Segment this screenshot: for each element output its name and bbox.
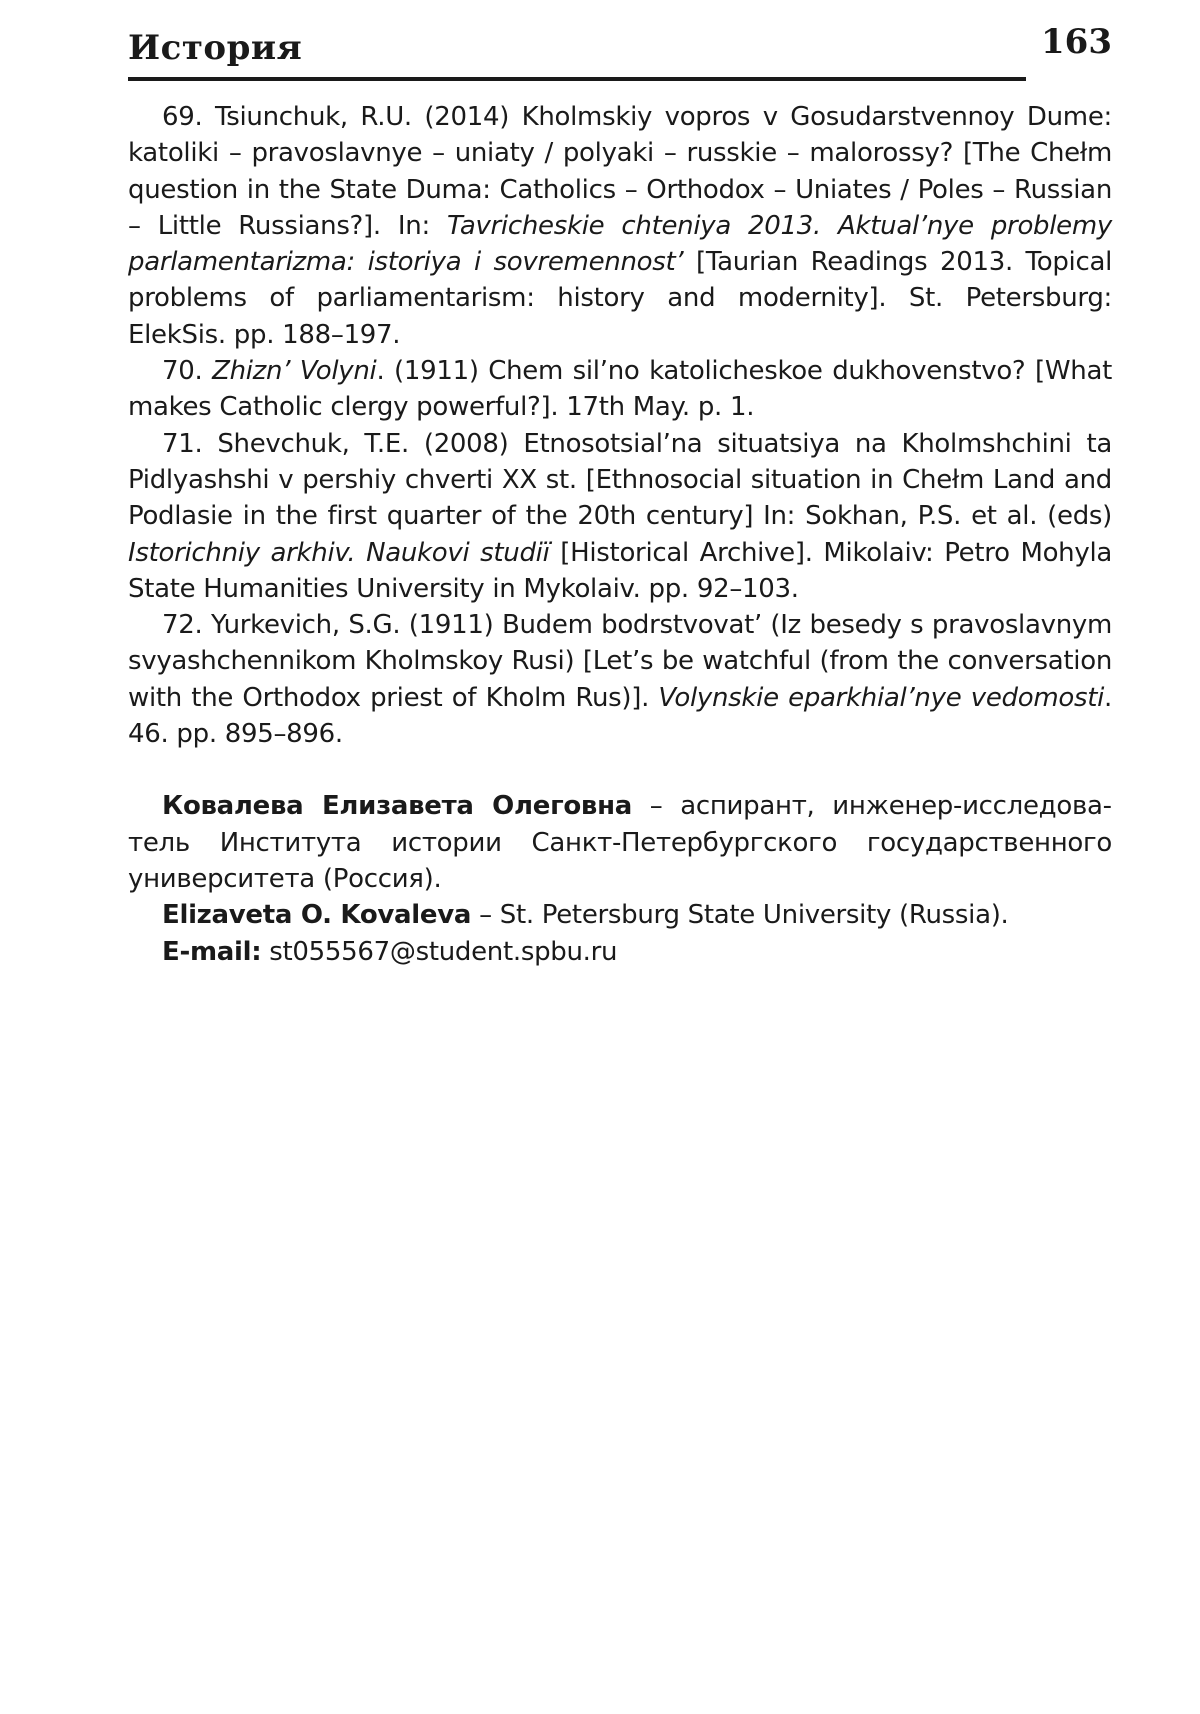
reference-italic-title: Tavricheskie chteniya 2013. Aktual’nye problemy parlamentarizma: istoriya i sovremennost’ — [128, 210, 1112, 278]
header-divider — [128, 77, 1026, 81]
author-ru-name: Ковалева Елизавета Олеговна — [162, 791, 632, 822]
reference-71 — [128, 426, 1112, 607]
author-en — [128, 897, 1112, 933]
reference-number: 70. — [162, 356, 203, 387]
reference-number: 71. — [162, 428, 203, 459]
reference-72 — [128, 607, 1112, 752]
reference-70 — [128, 353, 1112, 426]
section-title: История — [128, 28, 303, 68]
author-ru-description: – аспирант, инженер-исследователь Института истории Санкт-Петербургского государственного университета (Россия). — [128, 791, 1113, 894]
reference-text: Tsiunchuk, R.U. (2014) Kholmskiy vopros v Gosudarstvennoy Dume: katoliki – pravoslavnye – uniaty / polyaki – russkie – malorossy? [The Chełm question in the State Duma: Catholics – Orthodox – Uniates / Poles – Russian – Little Russians?]. In: — [128, 102, 1112, 241]
email-address: st055567@student.spbu.ru — [261, 936, 618, 967]
reference-text: . 46. pp. 895–896. — [128, 682, 1112, 750]
reference-text: [Historical Archive]. Mikolaiv: Petro Mohyla State Humanities University in Mykolaiv. pp. 92–103. — [128, 537, 1113, 604]
page-content — [128, 99, 1112, 970]
author-ru — [128, 788, 1112, 897]
reference-text: Shevchuk, T.E. (2008) Etnosotsial’na situatsiya na Kholmshchini ta Pidlyashshi v pershiy chverti XX st. [Ethnosocial situation in Chełm Land and Podlasie in the first quarter of the 20th century] In: Sokhan, P.S. et al. (eds) — [128, 428, 1112, 532]
reference-text: [Taurian Readings 2013. Topical problems of parliamentarism: history and modernity]. St. Petersburg: ElekSis. pp. 188–197. — [128, 247, 1112, 350]
reference-69 — [128, 99, 1112, 353]
reference-number: 69. — [162, 102, 203, 132]
reference-text: Yurkevich, S.G. (1911) Budem bodrstvovat’ (Iz besedy s pravoslavnym svyashchennikom Kholmskoy Rusi) [Let’s be watchful (from the conversation with the Orthodox priest of Kholm Rus)]. — [128, 610, 1112, 713]
author-email — [128, 934, 1112, 970]
reference-italic-title: Volynskie eparkhial’nye vedomosti — [658, 682, 1105, 713]
reference-italic-title: Istorichniy arkhiv. Naukovi studiï — [128, 537, 550, 568]
reference-italic-title: Zhizn’ Volyni — [212, 356, 377, 387]
author-en-name: Elizaveta O. Kovaleva — [162, 900, 472, 931]
page-number: 163 — [1041, 22, 1112, 62]
email-label: E-mail: — [162, 936, 262, 967]
reference-number: 72. — [162, 610, 203, 641]
author-info — [128, 788, 1112, 969]
reference-text: . (1911) Chem sil’no katolicheskoe dukhovenstvo? [What makes Catholic clergy powerful?]. 17th May. p. 1. — [128, 356, 1112, 423]
author-en-description: – St. Petersburg State University (Russia). — [471, 900, 1009, 931]
page-header — [128, 22, 1112, 82]
